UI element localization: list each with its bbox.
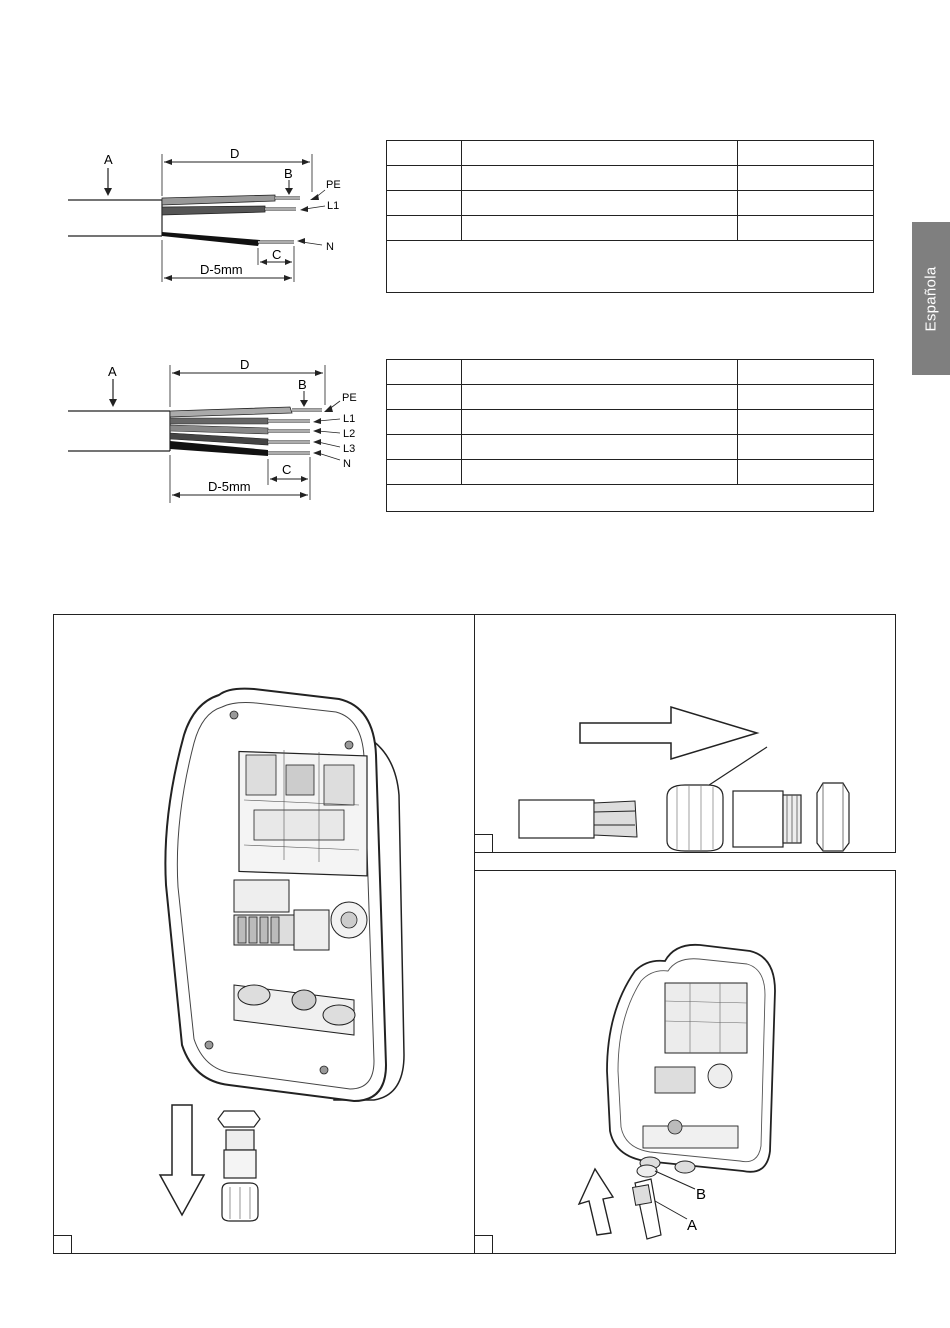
table-row [387, 410, 874, 435]
label-b: B [284, 166, 293, 181]
label-a: A [687, 1217, 698, 1234]
label-b: B [696, 1186, 707, 1203]
language-tab-label: Española [922, 266, 940, 331]
label-d-minus: D-5mm [208, 479, 251, 494]
charger-open-illustration [54, 615, 474, 1253]
step-number-box [54, 1235, 72, 1253]
wire-spec-table-single-phase [386, 140, 874, 293]
label-b: B [298, 377, 307, 392]
step-number-box [475, 834, 493, 852]
table-row [387, 216, 874, 241]
figure-panel-gland-assembly [474, 614, 896, 853]
label-d-minus: D-5mm [200, 262, 243, 277]
figure-panel-remove-gland [53, 614, 475, 1254]
label-n: N [343, 458, 351, 470]
cable-strip-diagram-three-phase [60, 355, 365, 515]
label-a: A [108, 364, 117, 379]
cable-insertion-illustration [475, 871, 895, 1253]
figure-panel-insert-cable [474, 870, 896, 1254]
label-l2: L2 [343, 428, 356, 440]
table-row [387, 141, 874, 166]
label-pe: PE [326, 179, 341, 191]
table-row [387, 360, 874, 385]
gland-assembly-illustration [475, 615, 895, 852]
table-row [387, 385, 874, 410]
wire-spec-table-three-phase [386, 359, 874, 512]
label-c: C [282, 462, 292, 477]
step-number-box [475, 1235, 493, 1253]
label-l3: L3 [343, 443, 356, 455]
label-d: D [230, 146, 240, 161]
table-row [387, 435, 874, 460]
table-row [387, 166, 874, 191]
label-n: N [326, 241, 334, 253]
label-d: D [240, 357, 250, 372]
label-c: C [272, 247, 282, 262]
table-footer-row [387, 241, 874, 293]
label-l1: L1 [343, 413, 356, 425]
table-row [387, 460, 874, 485]
table-footer-row [387, 485, 874, 512]
label-l1: L1 [327, 200, 340, 212]
table-row [387, 191, 874, 216]
label-a: A [104, 152, 113, 167]
label-pe: PE [342, 392, 357, 404]
cable-strip-diagram-single-phase [60, 140, 360, 290]
language-tab[interactable] [912, 222, 950, 375]
